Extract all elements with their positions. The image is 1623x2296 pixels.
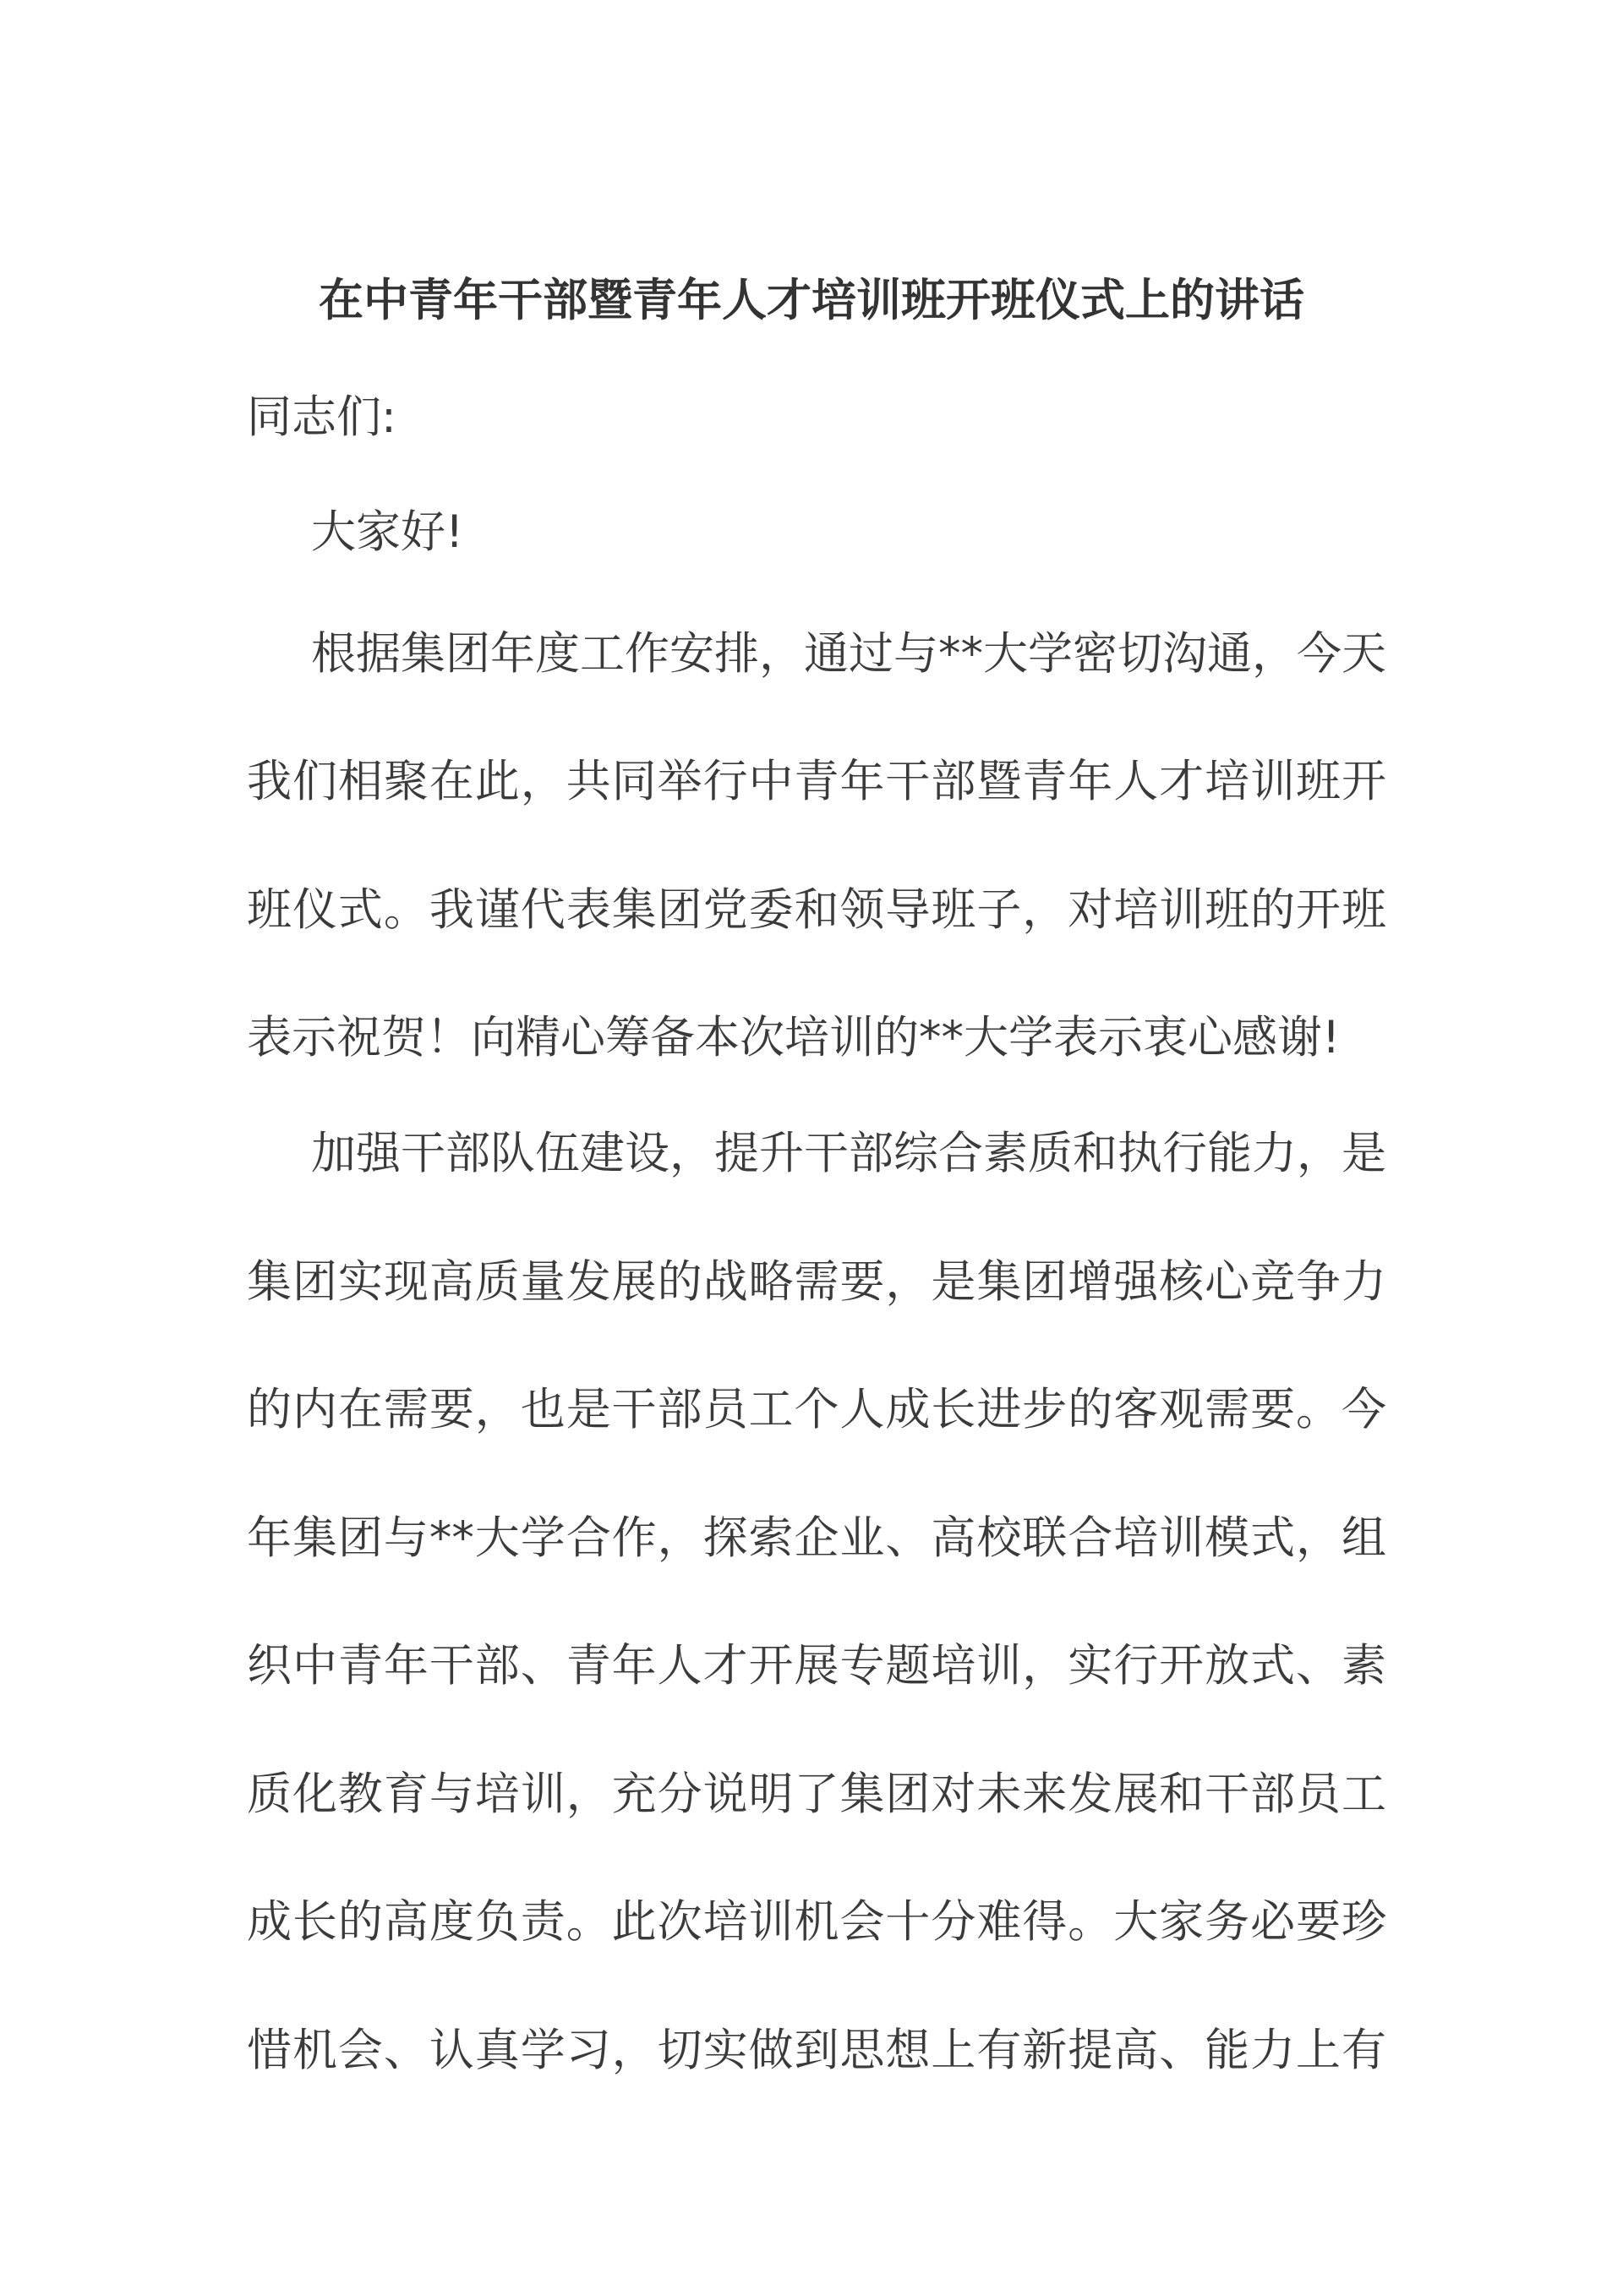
salutation: 同志们:: [247, 391, 396, 443]
paragraph-1-line-1: 根据集团年度工作安排，通过与**大学密切沟通，今天: [311, 628, 1386, 680]
paragraph-2-line-8: 惜机会、认真学习，切实做到思想上有新提高、能力上有: [247, 2025, 1386, 2076]
paragraph-2-line-1: 加强干部队伍建设，提升干部综合素质和执行能力，是: [311, 1128, 1386, 1179]
paragraph-2-line-6: 质化教育与培训，充分说明了集团对未来发展和干部员工: [247, 1768, 1386, 1820]
document-title: 在中青年干部暨青年人才培训班开班仪式上的讲话: [319, 275, 1304, 326]
paragraph-1-line-4: 表示祝贺！向精心筹备本次培训的**大学表示衷心感谢!: [247, 1012, 1341, 1063]
paragraph-2-line-7: 成长的高度负责。此次培训机会十分难得。大家务必要珍: [247, 1896, 1386, 1948]
greeting: 大家好!: [311, 506, 464, 558]
paragraph-2-line-5: 织中青年干部、青年人才开展专题培训，实行开放式、素: [247, 1640, 1386, 1692]
paragraph-2-line-4: 年集团与**大学合作，探索企业、高校联合培训模式，组: [247, 1512, 1386, 1564]
paragraph-2-line-3: 的内在需要，也是干部员工个人成长进步的客观需要。今: [247, 1384, 1386, 1435]
paragraph-1-line-3: 班仪式。我谨代表集团党委和领导班子，对培训班的开班: [247, 884, 1386, 936]
paragraph-1-line-2: 我们相聚在此，共同举行中青年干部暨青年人才培训班开: [247, 756, 1386, 807]
paragraph-2-line-2: 集团实现高质量发展的战略需要，是集团增强核心竞争力: [247, 1256, 1386, 1308]
